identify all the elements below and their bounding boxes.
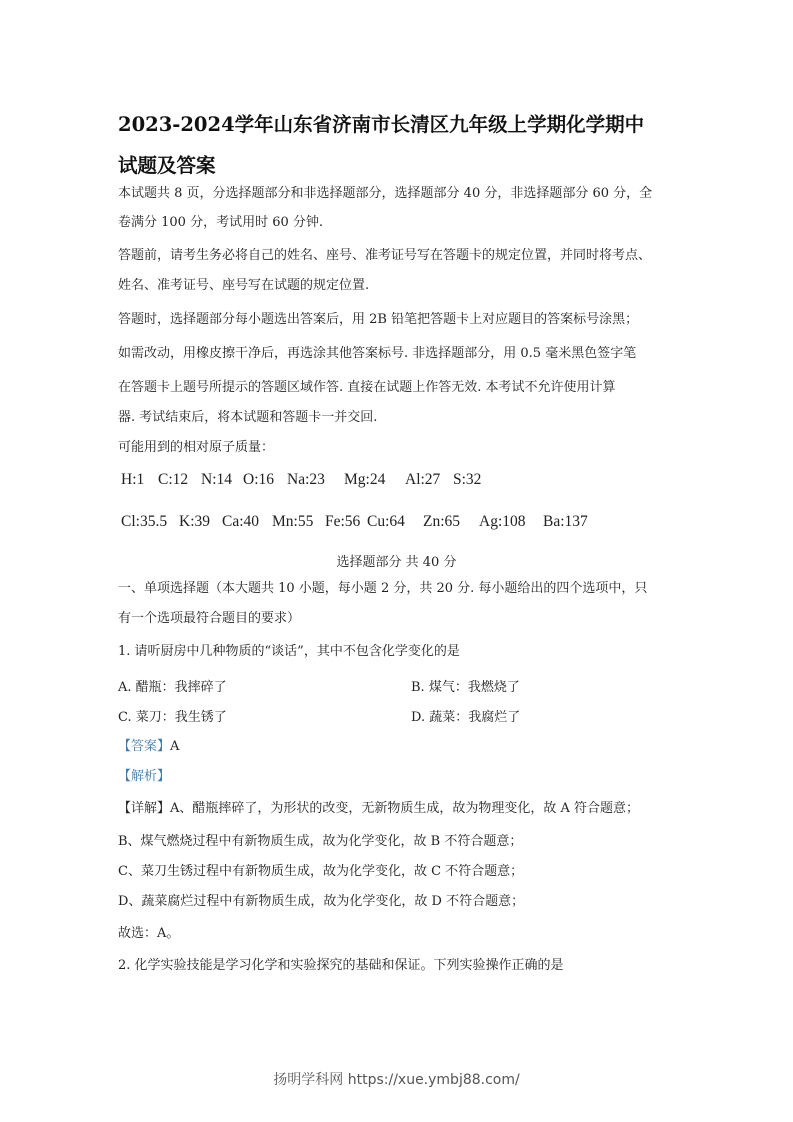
question-1-analysis xyxy=(118,768,170,786)
atomic-mass: Na:23 xyxy=(287,471,325,488)
question-2-stem: 2. 化学实验技能是学习化学和实验探究的基础和保证。下列实验操作正确的是 xyxy=(118,958,564,973)
answer-tag: 【答案】 xyxy=(118,739,171,754)
question-1-option-b: B. 煤气：我燃烧了 xyxy=(411,680,520,695)
intro-line: 在答题卡上题号所提示的答题区域作答. 直接在试题上作答无效. 本考试不允许使用计算 xyxy=(118,380,616,395)
intro-line: 可能用到的相对原子质量： xyxy=(118,440,275,455)
atomic-masses-row-2 xyxy=(121,513,588,531)
atomic-mass: Cl:35.5 xyxy=(121,513,168,530)
question-1-conclusion: 故选：A。 xyxy=(118,926,180,941)
question-1-option-a: A. 醋瓶：我摔碎了 xyxy=(118,680,227,695)
analysis-tag: 【解析】 xyxy=(118,769,171,784)
part-one-instructions: 有一个选项最符合题目的要求） xyxy=(118,611,301,626)
atomic-mass: N:14 xyxy=(201,471,232,488)
atomic-mass: Ba:137 xyxy=(543,513,588,530)
intro-line: 答题时，选择题部分每小题选出答案后，用 2B 铅笔把答题卡上对应题目的答案标号涂黑； xyxy=(118,312,639,327)
intro-line: 本试题共 8 页，分选择题部分和非选择题部分，选择题部分 40 分，非选择题部分 60 分，全 xyxy=(118,186,653,201)
atomic-mass: Mg:24 xyxy=(344,471,386,488)
atomic-mass: Ag:108 xyxy=(479,513,526,530)
title-line-2: 试题及答案 xyxy=(118,154,216,177)
question-1-option-c: C. 菜刀：我生锈了 xyxy=(118,710,227,725)
atomic-mass: Ca:40 xyxy=(222,513,260,530)
title-line-1: 2023-2024学年山东省济南市长清区九年级上学期化学期中 xyxy=(118,113,645,136)
document-title xyxy=(118,104,688,186)
answer-value: A xyxy=(170,739,180,754)
atomic-mass: Fe:56 xyxy=(325,513,361,530)
question-1-stem: 1. 请听厨房中几种物质的“谈话”，其中不包含化学变化的是 xyxy=(118,644,460,659)
intro-line: 答题前，请考生务必将自己的姓名、座号、准考证号写在答题卡的规定位置，并同时将考点、 xyxy=(118,248,652,263)
detail-line: D、蔬菜腐烂过程中有新物质生成，故为化学变化，故 D 不符合题意； xyxy=(118,894,525,909)
question-1-option-d: D. 蔬菜：我腐烂了 xyxy=(411,710,521,725)
intro-line: 器. 考试结束后，将本试题和答题卡一并交回. xyxy=(118,410,378,425)
atomic-mass: C:12 xyxy=(158,471,189,488)
intro-line: 卷满分 100 分，考试用时 60 分钟. xyxy=(118,215,324,230)
atomic-mass: S:32 xyxy=(453,471,482,488)
atomic-mass: Al:27 xyxy=(405,471,441,488)
atomic-mass: Mn:55 xyxy=(272,513,314,530)
intro-line: 如需改动，用橡皮擦干净后，再选涂其他答案标号. 非选择题部分，用 0.5 毫米黑色签字笔 xyxy=(118,346,637,361)
footer-watermark: 扬明学科网 https://xue.ymbj88.com/ xyxy=(273,1072,520,1088)
atomic-mass: Zn:65 xyxy=(423,513,461,530)
atomic-mass: K:39 xyxy=(179,513,210,530)
atomic-mass: O:16 xyxy=(243,471,274,488)
atomic-mass: H:1 xyxy=(121,471,145,488)
atomic-mass: Cu:64 xyxy=(367,513,405,530)
question-1-detail xyxy=(118,800,639,818)
section-heading: 选择题部分 共 40 分 xyxy=(336,555,457,570)
part-one-instructions: 一、单项选择题（本大题共 10 小题，每小题 2 分，共 20 分. 每小题给出的四个选项中，只 xyxy=(118,581,648,596)
intro-line: 姓名、准考证号、座号写在试题的规定位置. xyxy=(118,278,370,293)
question-1-answer xyxy=(118,738,179,756)
detail-line: C、菜刀生锈过程中有新物质生成，故为化学变化，故 C 不符合题意； xyxy=(118,864,524,879)
detail-tag: 【详解】 xyxy=(118,801,171,816)
detail-line: A、醋瓶摔碎了，为形状的改变，无新物质生成，故为物理变化，故 A 符合题意； xyxy=(170,801,640,816)
detail-line: B、煤气燃烧过程中有新物质生成，故为化学变化，故 B 不符合题意； xyxy=(118,834,523,849)
atomic-masses-row-1 xyxy=(121,471,481,489)
